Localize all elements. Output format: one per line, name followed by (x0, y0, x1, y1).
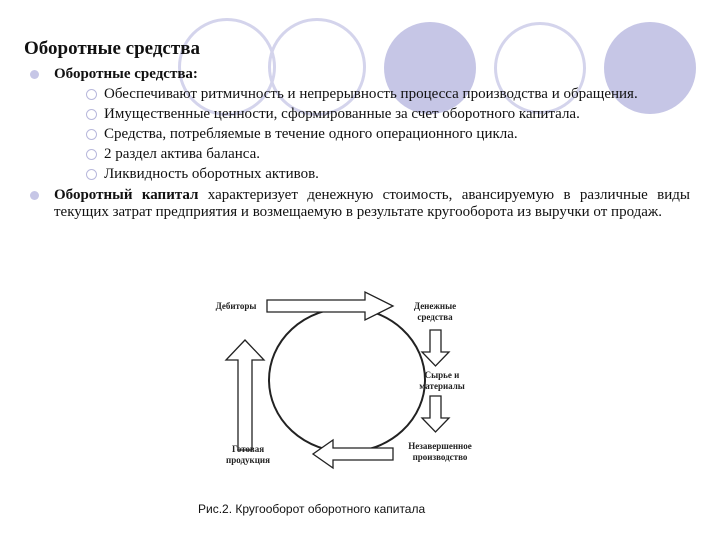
label-work-in-progress: Незавершенное производство (408, 441, 472, 462)
cycle-circle (269, 308, 425, 452)
capital-cycle-diagram (205, 280, 495, 480)
bullet-working-capital (30, 187, 690, 221)
sub-item: 2 раздел актива баланса. (86, 146, 690, 163)
slide-title: Оборотные средства (24, 38, 200, 59)
ring-bullet-icon (86, 89, 97, 100)
sub-item: Средства, потребляемые в течение одного операционного цикла. (86, 126, 690, 143)
ring-bullet-icon (86, 169, 97, 180)
bullet-rest: характеризует денежную стоимость, авансируемую в различные виды текущих затрат предприятия и возмещаемую в результате кругооборота из выручки от продаж. (54, 187, 690, 220)
bullet-text: Оборотные средства: (54, 66, 198, 82)
bullet-lead: Оборотный капитал (54, 187, 199, 203)
label-cash: Денежные средства (413, 301, 457, 322)
label-debtors: Дебиторы (215, 301, 257, 311)
ring-bullet-icon (86, 129, 97, 140)
ring-bullet-icon (86, 149, 97, 160)
sub-list (54, 86, 690, 183)
arrow-up-icon (226, 340, 264, 450)
label-finished-goods: Готовая продукция (226, 444, 270, 465)
bullet-working-assets (30, 66, 690, 183)
label-raw-materials: Сырье и материалы (419, 370, 465, 391)
bullet-dot-icon (30, 191, 39, 200)
bullet-text (54, 187, 690, 221)
bullet-dot-icon (30, 70, 39, 79)
sub-item: Обеспечивают ритмичность и непрерывность процесса производства и обращения. (86, 86, 690, 103)
slide-body (30, 66, 690, 221)
sub-item: Ликвидность оборотных активов. (86, 166, 690, 183)
sub-item: Имущественные ценности, сформированные за счет оборотного капитала. (86, 106, 690, 123)
ring-bullet-icon (86, 109, 97, 120)
arrow-down-icon (422, 396, 449, 432)
arrow-down-icon (422, 330, 449, 366)
figure-caption: Рис.2. Кругооборот оборотного капитала (198, 502, 426, 516)
arrow-right-icon (267, 292, 393, 320)
